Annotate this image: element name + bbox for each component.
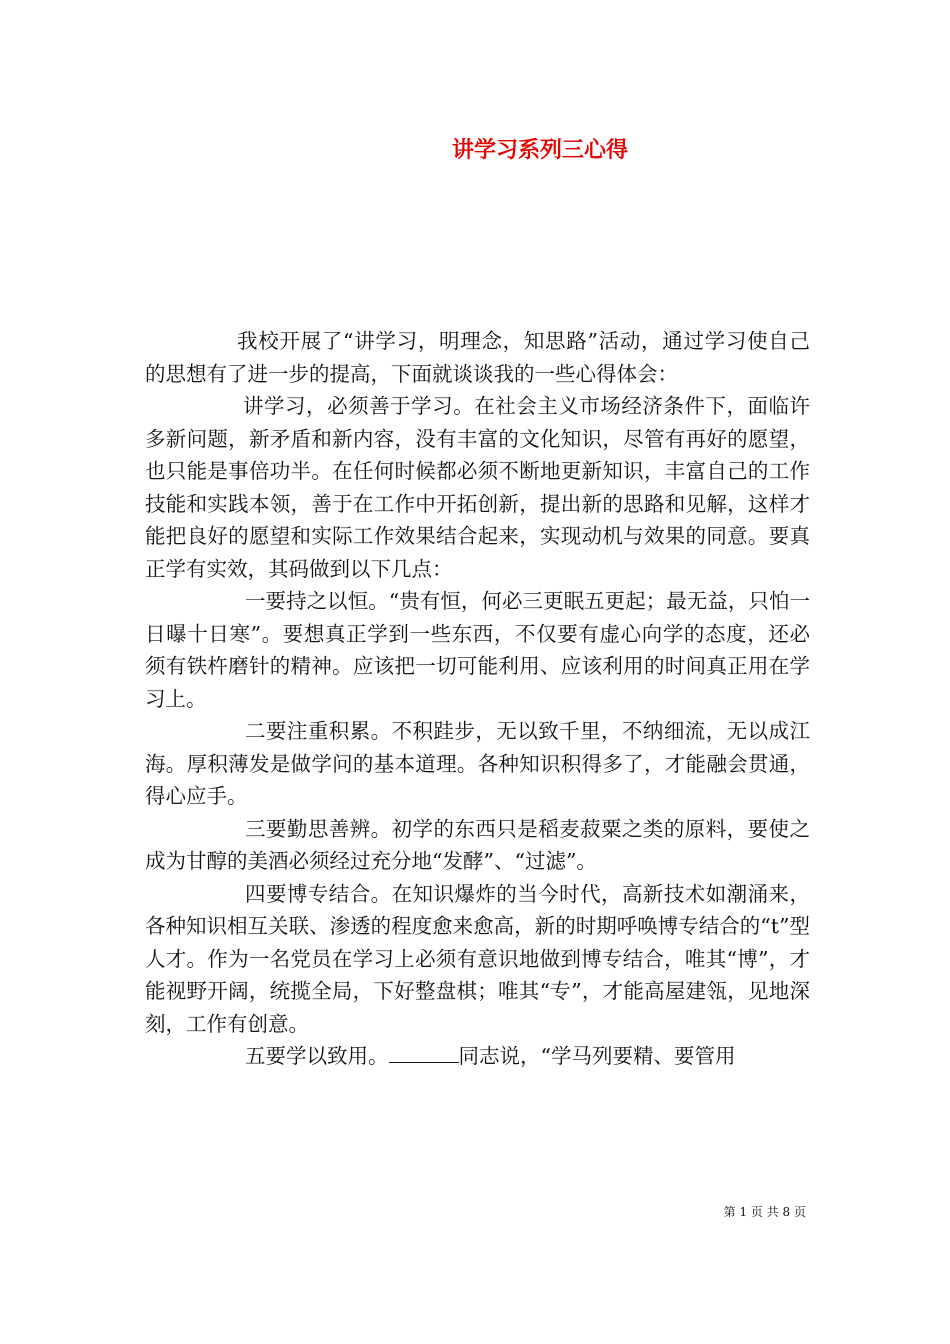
page-number: 第 1 页 共 8 页 [723,1205,806,1219]
document-body [145,325,810,1073]
paragraph-point-5-start: 五要学以致用。 [245,1044,389,1068]
paragraph-learning: 讲学习，必须善于学习。在社会主义市场经济条件下，面临许多新问题，新矛盾和新内容，没有丰富的文化知识，尽管有再好的愿望，也只能是事倍功半。在任何时候都必须不断地更新知识，丰富自己的工作技能和实践本领，善于在工作中开拓创新，提出新的思路和见解，这样才能把良好的愿望和实际工作效果结合起来，实现动机与效果的同意。要真正学有实效，其码做到以下几点： [145,394,810,581]
paragraph-point-1: 一要持之以恒。“贵有恒，何必三更眠五更起；最无益，只怕一日曝十日寒”。要想真正学到一些东西，不仅要有虚心向学的态度，还必须有铁杵磨针的精神。应该把一切可能利用、应该利用的时间真正用在学习上。 [145,589,810,711]
paragraph-point-5-end: 同志说，“学马列要精、要管用 [458,1044,736,1068]
paragraph-point-4: 四要博专结合。在知识爆炸的当今时代，高新技术如潮涌来，各种知识相互关联、渗透的程度愈来愈高，新的时期呼唤博专结合的“t”型人才。作为一名党员在学习上必须有意识地做到博专结合，唯其“博”，才能视野开阔，统揽全局，下好整盘棋；唯其“专”，才能高屋建瓴，见地深刻，工作有创意。 [145,881,810,1036]
document-title: 讲学习系列三心得 [451,138,628,163]
paragraph-point-3: 三要勤思善辨。初学的东西只是稻麦菽粟之类的原料，要使之成为甘醇的美酒必须经过充分地“发酵”、“过滤”。 [145,816,810,873]
paragraph-intro: 我校开展了“讲学习，明理念，知思路”活动，通过学习使自己的思想有了进一步的提高，下面就谈谈我的一些心得体会： [145,329,810,386]
paragraph-point-5 [145,1040,810,1073]
fill-in-blank [389,1042,459,1063]
paragraph-point-2: 二要注重积累。不积跬步，无以致千里，不纳细流，无以成江海。厚积薄发是做学问的基本道理。各种知识积得多了，才能融会贯通，得心应手。 [145,719,810,808]
